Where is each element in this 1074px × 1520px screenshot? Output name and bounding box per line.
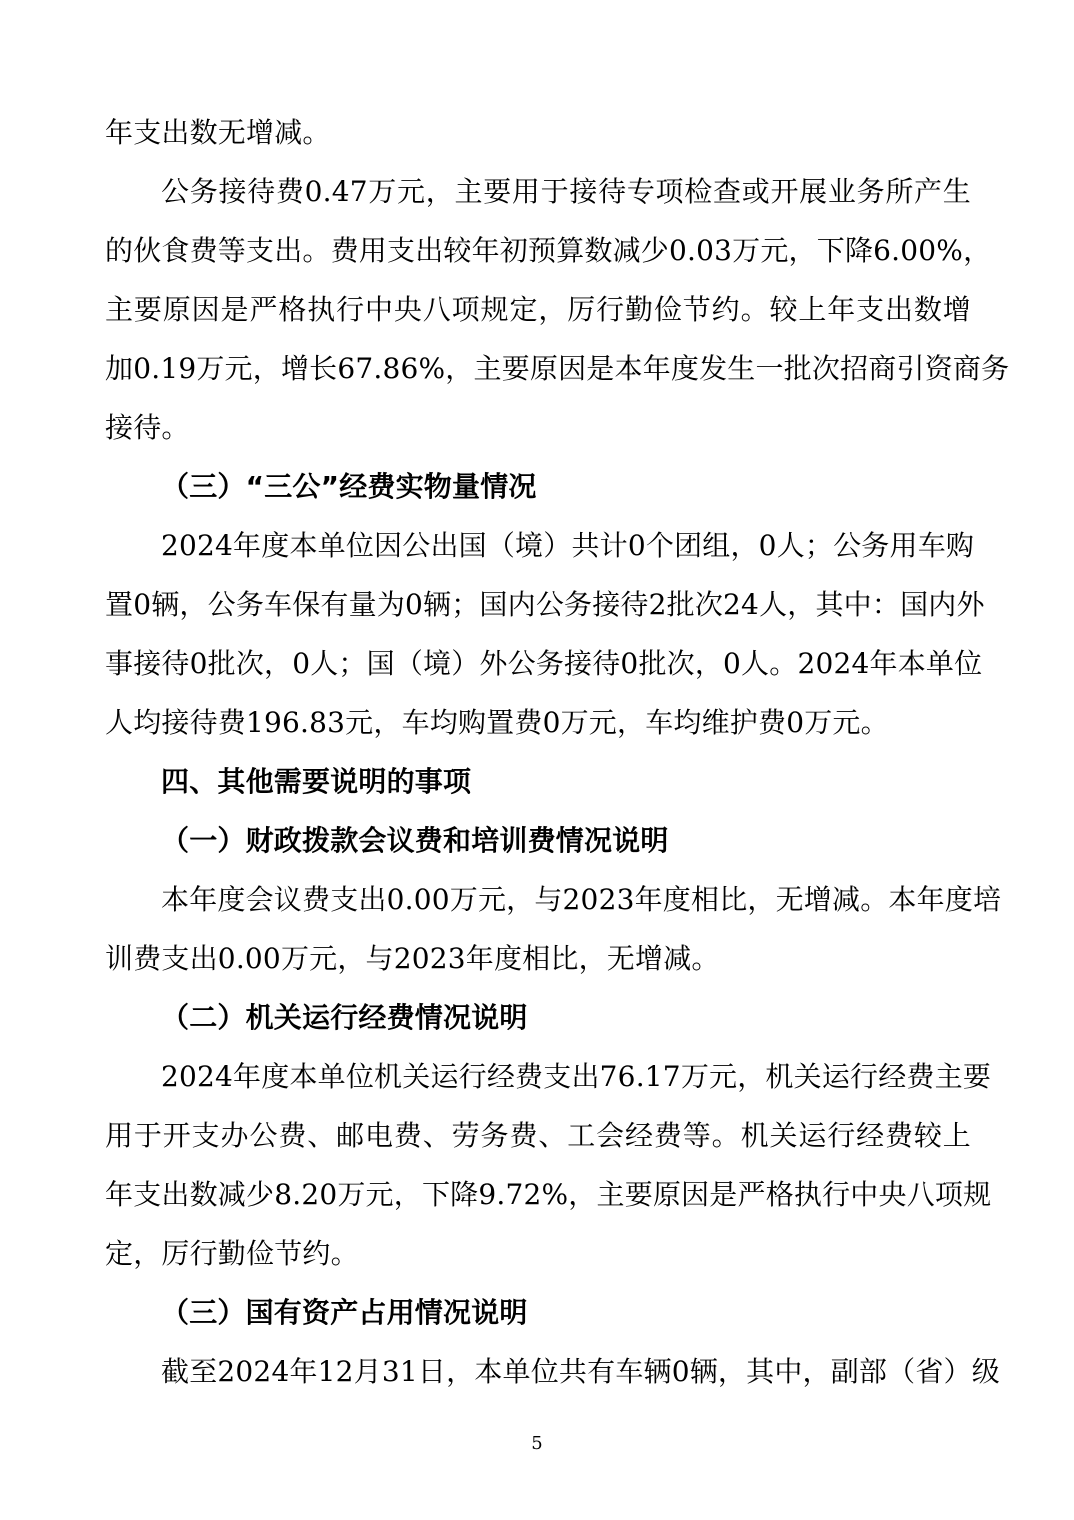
paragraph-line: 人均接待费196.83元，车均购置费0万元，车均维护费0万元。 bbox=[105, 706, 889, 739]
section-heading-sangong-physical: （三）“三公”经费实物量情况 bbox=[161, 470, 537, 503]
document-body bbox=[105, 109, 1010, 1407]
paragraph-line: 2024年度本单位机关运行经费支出76.17万元，机关运行经费主要 bbox=[161, 1060, 992, 1093]
paragraph-line: 公务接待费0.47万元，主要用于接待专项检查或开展业务所产生 bbox=[161, 175, 971, 208]
paragraph-line: 事接待0批次，0人；国（境）外公务接待0批次，0人。2024年本单位 bbox=[105, 647, 983, 680]
section-heading-state-assets: （三）国有资产占用情况说明 bbox=[161, 1296, 528, 1329]
paragraph-line: 截至2024年12月31日，本单位共有车辆0辆，其中，副部（省）级 bbox=[161, 1355, 1000, 1388]
paragraph-line: 本年度会议费支出0.00万元，与2023年度相比，无增减。本年度培 bbox=[161, 883, 1002, 916]
section-heading-operating-expenses: （二）机关运行经费情况说明 bbox=[161, 1001, 528, 1034]
paragraph-line: 2024年度本单位因公出国（境）共计0个团组，0人；公务用车购 bbox=[161, 529, 975, 562]
paragraph-line: 加0.19万元，增长67.86%，主要原因是本年度发生一批次招商引资商务 bbox=[105, 352, 1010, 385]
section-heading-other-matters: 四、其他需要说明的事项 bbox=[161, 765, 472, 798]
paragraph-line: 主要原因是严格执行中央八项规定，厉行勤俭节约。较上年支出数增 bbox=[105, 293, 971, 326]
paragraph-line: 的伙食费等支出。费用支出较年初预算数减少0.03万元，下降6.00%， bbox=[105, 234, 992, 267]
paragraph-line: 接待。 bbox=[105, 411, 190, 444]
page-number: 5 bbox=[531, 1433, 543, 1454]
paragraph-line: 用于开支办公费、邮电费、劳务费、工会经费等。机关运行经费较上 bbox=[105, 1119, 971, 1152]
paragraph-line: 定，厉行勤俭节约。 bbox=[105, 1237, 359, 1270]
section-heading-meeting-training: （一）财政拨款会议费和培训费情况说明 bbox=[161, 824, 669, 857]
paragraph-line: 训费支出0.00万元，与2023年度相比，无增减。 bbox=[105, 942, 720, 975]
paragraph-line: 年支出数减少8.20万元，下降9.72%，主要原因是严格执行中央八项规 bbox=[105, 1178, 992, 1211]
paragraph-line: 置0辆，公务车保有量为0辆；国内公务接待2批次24人，其中：国内外 bbox=[105, 588, 985, 621]
paragraph-line: 年支出数无增减。 bbox=[105, 116, 331, 149]
